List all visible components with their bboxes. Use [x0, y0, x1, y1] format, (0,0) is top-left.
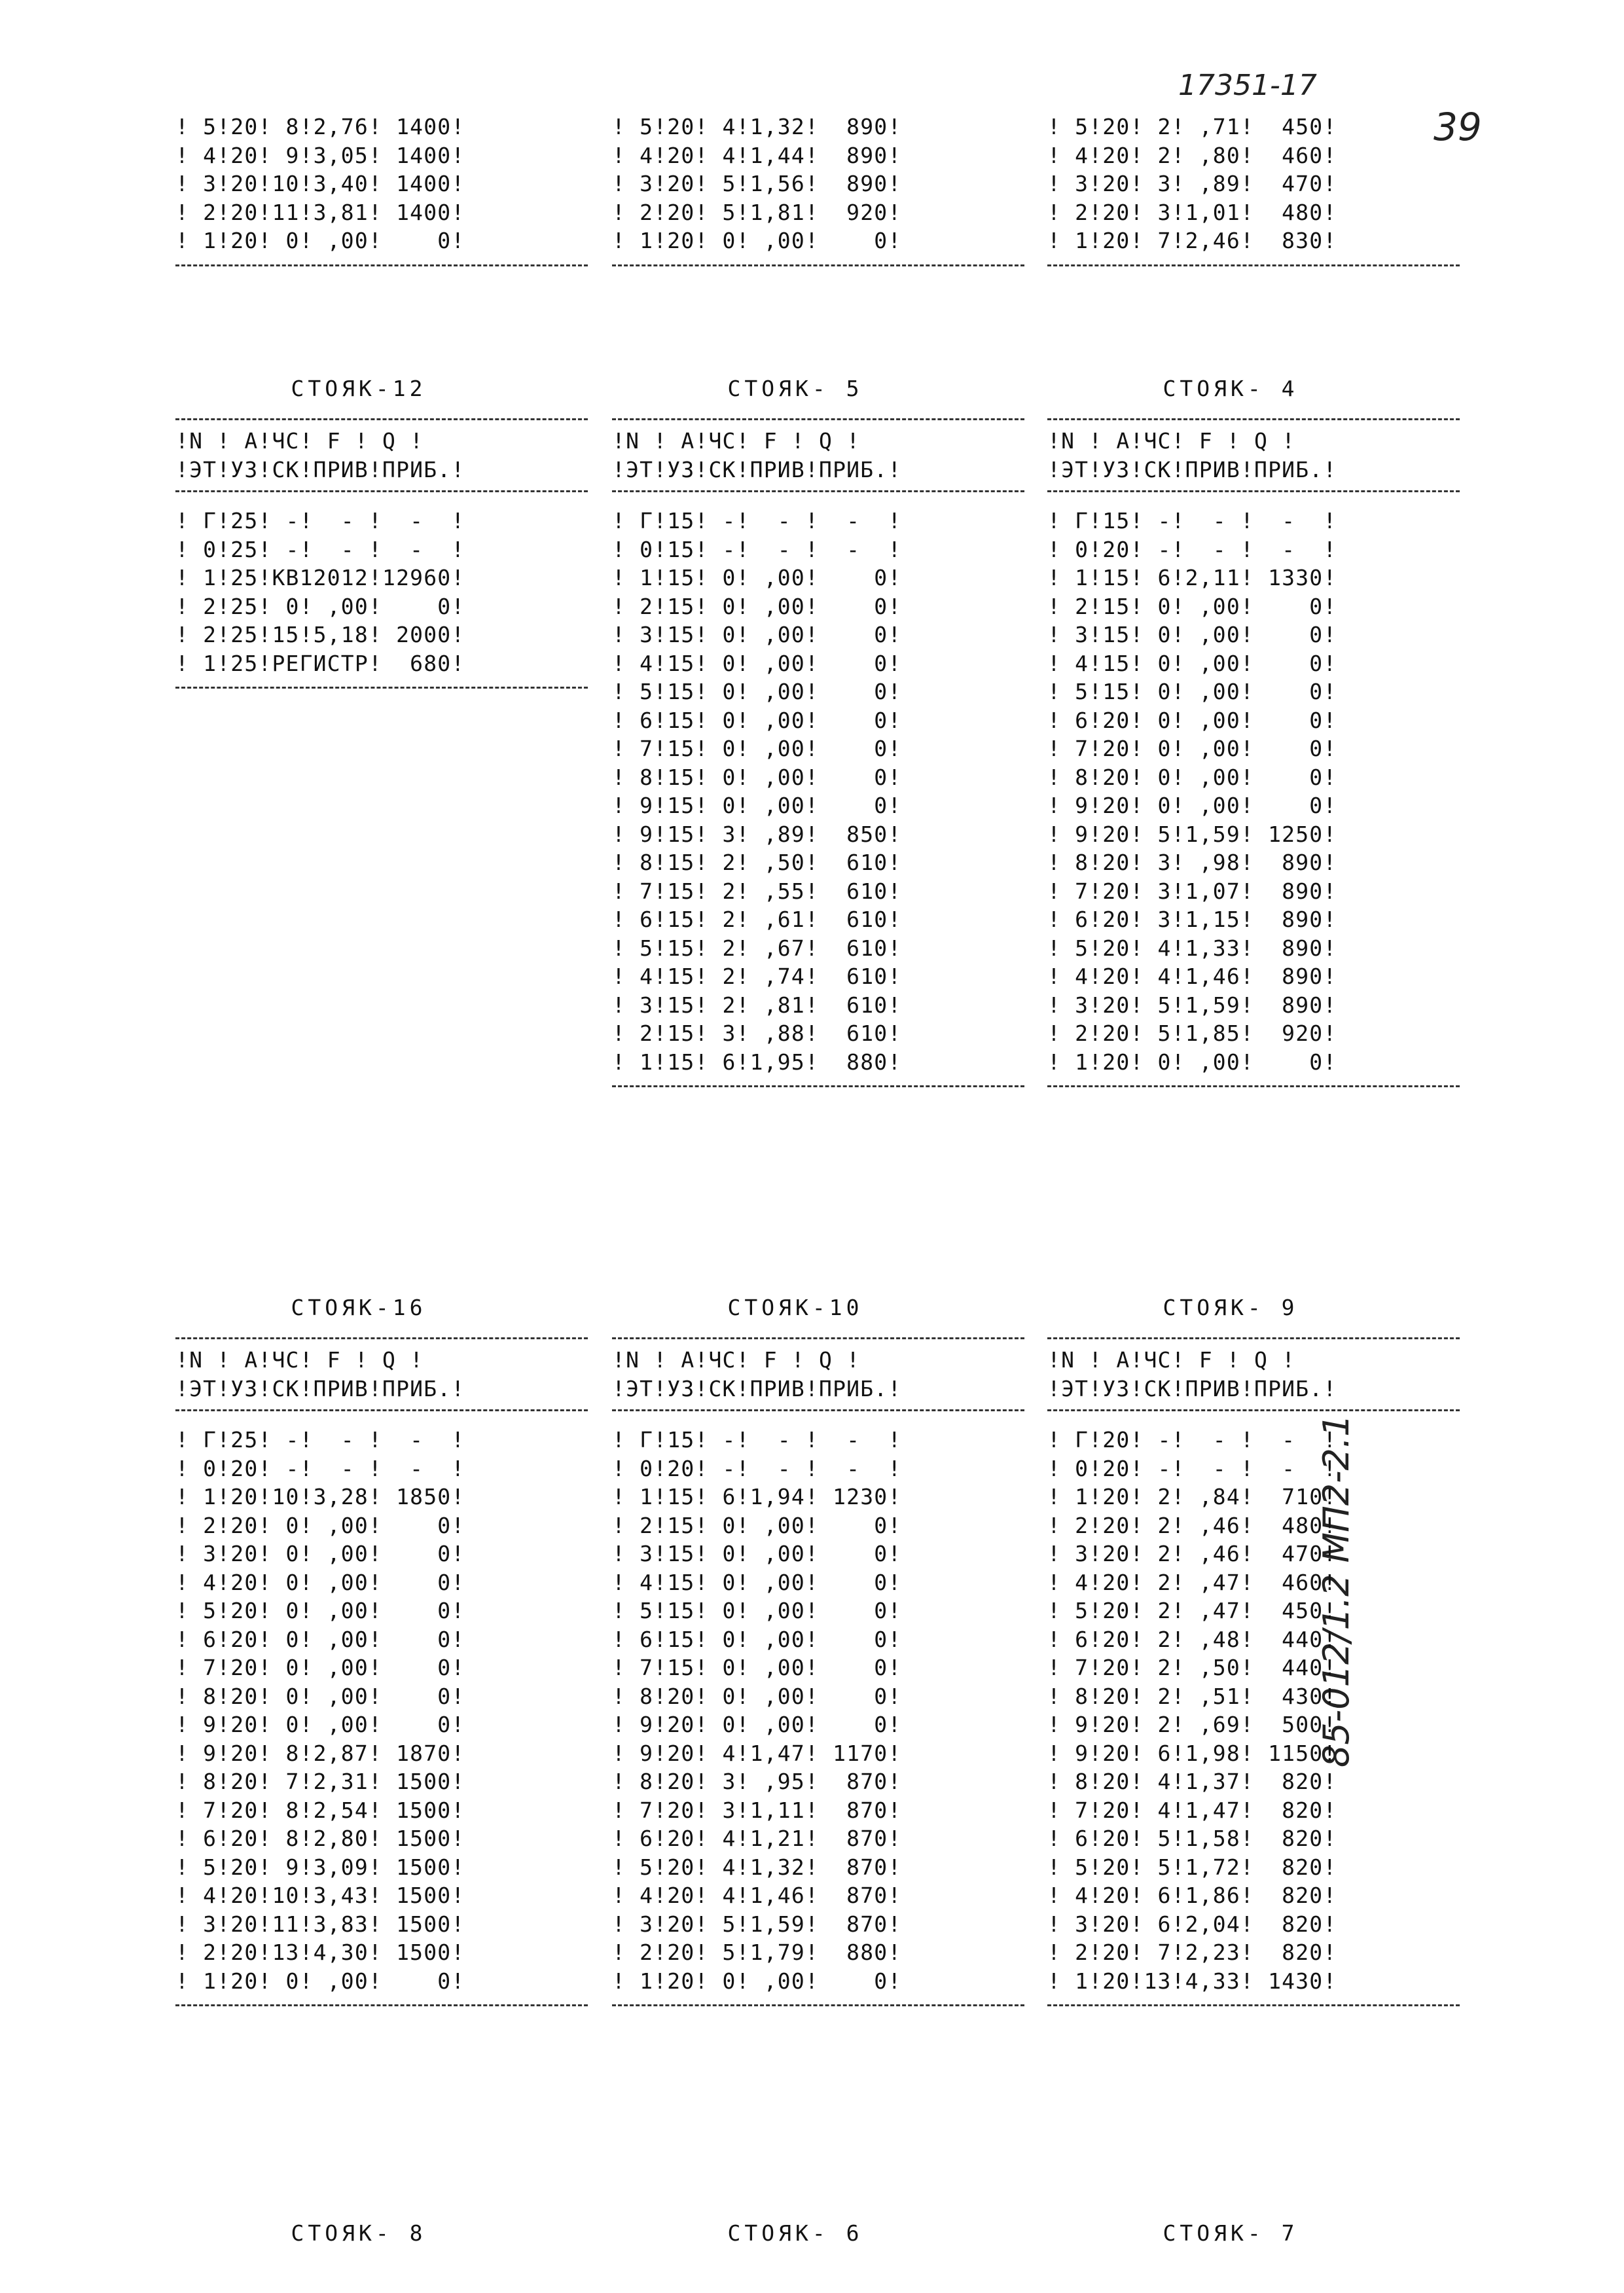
header-row: !N ! А!ЧС! F ! Q !	[1047, 428, 1296, 454]
table-row: ! 1!20! 0! ,00! 0!	[612, 1968, 902, 1994]
table-title: СТОЯК-16	[291, 1295, 427, 1320]
table-row: ! 4!20! 4!1,46! 870!	[612, 1883, 902, 1908]
table-row: ! 4!20! 2! ,80! 460!	[1047, 142, 1337, 168]
table-row: ! 5!20! 4!1,32! 870!	[612, 1854, 902, 1880]
header-row: !N ! А!ЧС! F ! Q !	[175, 428, 424, 454]
table-row: ! 7!20! 2! ,50! 440!	[1047, 1655, 1337, 1680]
table-row: ! 9!20! 6!1,98! 1150!	[1047, 1740, 1337, 1766]
table-row: ! 9!20! 4!1,47! 1170!	[612, 1740, 902, 1766]
table-row: ! 3!20! 6!2,04! 820!	[1047, 1911, 1337, 1937]
table-row: ! 2!20! 5!1,79! 880!	[612, 1940, 902, 1965]
table-row: ! 2!20! 2! ,46! 480!	[1047, 1512, 1337, 1538]
table-row: ! 2!20!11!3,81! 1400!	[175, 199, 465, 225]
table-row: ! 4!20! 0! ,00! 0!	[175, 1569, 465, 1595]
header-row: !N ! А!ЧС! F ! Q !	[1047, 1347, 1296, 1373]
table-row: ! 5!15! 0! ,00! 0!	[612, 679, 902, 704]
table-divider	[1047, 1085, 1460, 1087]
table-row: ! 9!20! 0! ,00! 0!	[175, 1712, 465, 1737]
table-row: ! 1!15! 6!2,11! 1330!	[1047, 565, 1337, 590]
table-row: ! 5!20! 2! ,71! 450!	[1047, 114, 1337, 139]
table-block	[175, 376, 594, 689]
table-row: ! 0!20! -! - ! - !	[1047, 1455, 1337, 1481]
table-row: ! 5!20! 9!3,09! 1500!	[175, 1854, 465, 1880]
table-row: ! 2!20!13!4,30! 1500!	[175, 1940, 465, 1965]
table-row: ! 2!20! 7!2,23! 820!	[1047, 1940, 1337, 1965]
table-block	[612, 1295, 1031, 2006]
table-row: ! 8!20! 4!1,37! 820!	[1047, 1769, 1337, 1794]
table-row: ! 4!15! 0! ,00! 0!	[612, 1569, 902, 1595]
table-row: ! 6!20! 8!2,80! 1500!	[175, 1826, 465, 1851]
table-row: ! 3!15! 0! ,00! 0!	[1047, 622, 1337, 647]
table-row: ! 3!20! 3! ,89! 470!	[1047, 171, 1337, 196]
table-row: ! 8!20! 0! ,00! 0!	[175, 1683, 465, 1709]
table-divider	[612, 2004, 1024, 2006]
table-row: ! 9!15! 0! ,00! 0!	[612, 793, 902, 818]
table-title: СТОЯК- 9	[1163, 1295, 1299, 1320]
table-row: ! Г!15! -! - ! - !	[612, 508, 902, 533]
table-row: ! 3!20! 5!1,59! 870!	[612, 1911, 902, 1937]
table-divider	[1047, 264, 1460, 266]
table-row: ! 8!20! 7!2,31! 1500!	[175, 1769, 465, 1794]
table-divider	[175, 264, 588, 266]
table-divider	[175, 1337, 588, 1339]
table-row: ! Г!15! -! - ! - !	[1047, 508, 1337, 533]
table-title: СТОЯК-10	[727, 1295, 863, 1320]
table-row: ! 3!20! 5!1,59! 890!	[1047, 992, 1337, 1018]
table-row: ! 3!15! 0! ,00! 0!	[612, 1541, 902, 1566]
handwritten-side-code: 85-012/1.2 МП2-2.1	[1316, 1414, 1357, 1767]
table-divider	[1047, 1337, 1460, 1339]
table-row: ! 9!20! 0! ,00! 0!	[612, 1712, 902, 1737]
header-row: !ЭТ!УЗ!СК!ПРИВ!ПРИБ.!	[1047, 1375, 1337, 1401]
table-row: ! 1!15! 6!1,94! 1230!	[612, 1484, 902, 1509]
table-row: ! 2!20! 3!1,01! 480!	[1047, 199, 1337, 225]
table-row: ! Г!15! -! - ! - !	[612, 1427, 902, 1453]
table-block	[175, 113, 594, 266]
table-row: ! 3!20!10!3,40! 1400!	[175, 171, 465, 196]
table-row: ! 6!20! 0! ,00! 0!	[1047, 707, 1337, 733]
table-row: ! 5!15! 2! ,67! 610!	[612, 935, 902, 961]
header-row: !N ! А!ЧС! F ! Q !	[612, 1347, 861, 1373]
table-row: ! 8!20! 2! ,51! 430!	[1047, 1683, 1337, 1709]
table-divider	[612, 1337, 1024, 1339]
footer-title: СТОЯК- 8	[291, 2220, 427, 2246]
table-row: ! 5!20! 0! ,00! 0!	[175, 1598, 465, 1623]
handwritten-top-number: 17351-17	[1178, 69, 1317, 102]
table-row: ! 0!20! -! - ! - !	[175, 1455, 465, 1481]
footer-title: СТОЯК- 7	[1163, 2220, 1299, 2246]
table-block	[1047, 376, 1466, 1087]
table-divider	[1047, 1409, 1460, 1411]
table-divider	[175, 418, 588, 420]
table-block	[1047, 1295, 1466, 2006]
table-row: ! 1!20! 0! ,00! 0!	[175, 228, 465, 253]
table-row: ! 9!20! 8!2,87! 1870!	[175, 1740, 465, 1766]
table-row: ! 2!25!15!5,18! 2000!	[175, 622, 465, 647]
table-row: ! 1!20! 2! ,84! 710!	[1047, 1484, 1337, 1509]
table-row: ! 1!20!13!4,33! 1430!	[1047, 1968, 1337, 1994]
table-row: ! 7!15! 0! ,00! 0!	[612, 736, 902, 761]
table-row: ! 8!15! 2! ,50! 610!	[612, 850, 902, 875]
table-divider	[612, 1409, 1024, 1411]
table-title: СТОЯК-12	[291, 376, 427, 401]
table-row: ! 5!15! 0! ,00! 0!	[1047, 679, 1337, 704]
table-divider	[175, 687, 588, 689]
table-row: ! 4!20! 4!1,46! 890!	[1047, 964, 1337, 989]
header-row: !ЭТ!УЗ!СК!ПРИВ!ПРИБ.!	[612, 1375, 902, 1401]
table-row: ! 2!25! 0! ,00! 0!	[175, 593, 465, 619]
table-row: ! 8!20! 0! ,00! 0!	[612, 1683, 902, 1709]
header-row: !N ! А!ЧС! F ! Q !	[612, 428, 861, 454]
table-row: ! 3!20! 0! ,00! 0!	[175, 1541, 465, 1566]
table-divider	[175, 490, 588, 492]
table-row: ! 5!20! 4!1,33! 890!	[1047, 935, 1337, 961]
handwritten-page-number: 39	[1434, 105, 1482, 149]
table-row: ! 4!20! 9!3,05! 1400!	[175, 142, 465, 168]
table-row: ! Г!20! -! - ! - !	[1047, 1427, 1337, 1453]
table-row: ! 4!15! 0! ,00! 0!	[1047, 650, 1337, 676]
table-row: ! 4!15! 0! ,00! 0!	[612, 650, 902, 676]
table-row: ! 9!20! 5!1,59! 1250!	[1047, 821, 1337, 847]
table-row: ! 9!20! 2! ,69! 500!	[1047, 1712, 1337, 1737]
table-divider	[612, 490, 1024, 492]
table-row: ! 2!15! 0! ,00! 0!	[612, 1512, 902, 1538]
table-row: ! 1!20! 7!2,46! 830!	[1047, 228, 1337, 253]
header-row: !ЭТ!УЗ!СК!ПРИВ!ПРИБ.!	[175, 1375, 465, 1401]
table-row: ! 5!20! 2! ,47! 450!	[1047, 1598, 1337, 1623]
table-row: ! 3!20! 5!1,56! 890!	[612, 171, 902, 196]
table-divider	[1047, 418, 1460, 420]
table-row: ! 4!20!10!3,43! 1500!	[175, 1883, 465, 1908]
table-divider	[175, 1409, 588, 1411]
table-row: ! 5!20! 4!1,32! 890!	[612, 114, 902, 139]
table-row: ! 6!20! 4!1,21! 870!	[612, 1826, 902, 1851]
table-row: ! 4!20! 6!1,86! 820!	[1047, 1883, 1337, 1908]
table-title: СТОЯК- 4	[1163, 376, 1299, 401]
table-row: ! 2!20! 5!1,85! 920!	[1047, 1020, 1337, 1046]
table-block	[1047, 113, 1466, 266]
table-row: ! 0!20! -! - ! - !	[612, 1455, 902, 1481]
table-row: ! 1!20! 0! ,00! 0!	[1047, 1049, 1337, 1075]
header-row: !ЭТ!УЗ!СК!ПРИВ!ПРИБ.!	[612, 456, 902, 482]
table-block	[612, 113, 1031, 266]
footer-title: СТОЯК- 6	[727, 2220, 863, 2246]
table-row: ! 7!20! 0! ,00! 0!	[1047, 736, 1337, 761]
table-row: ! 7!15! 0! ,00! 0!	[612, 1655, 902, 1680]
table-row: ! 3!15! 2! ,81! 610!	[612, 992, 902, 1018]
header-row: !N ! А!ЧС! F ! Q !	[175, 1347, 424, 1373]
table-row: ! 2!15! 3! ,88! 610!	[612, 1020, 902, 1046]
table-row: ! 1!20! 0! ,00! 0!	[175, 1968, 465, 1994]
table-row: ! 3!20! 2! ,46! 470!	[1047, 1541, 1337, 1566]
table-row: ! 8!20! 3! ,95! 870!	[612, 1769, 902, 1794]
table-row: ! 6!20! 2! ,48! 440!	[1047, 1626, 1337, 1652]
table-row: ! 2!20! 5!1,81! 920!	[612, 199, 902, 225]
table-row: ! 0!20! -! - ! - !	[1047, 536, 1337, 562]
table-row: ! 6!20! 3!1,15! 890!	[1047, 907, 1337, 932]
table-row: ! 5!15! 0! ,00! 0!	[612, 1598, 902, 1623]
table-divider	[1047, 2004, 1460, 2006]
table-row: ! 0!15! -! - ! - !	[612, 536, 902, 562]
table-row: ! 3!20!11!3,83! 1500!	[175, 1911, 465, 1937]
table-title: СТОЯК- 5	[727, 376, 863, 401]
table-row: ! 1!15! 0! ,00! 0!	[612, 565, 902, 590]
table-block	[175, 1295, 594, 2006]
header-row: !ЭТ!УЗ!СК!ПРИВ!ПРИБ.!	[175, 456, 465, 482]
table-row: ! 6!20! 0! ,00! 0!	[175, 1626, 465, 1652]
table-row: ! 1!25!КВ12012!12960!	[175, 565, 465, 590]
table-row: ! 2!20! 0! ,00! 0!	[175, 1512, 465, 1538]
table-row: ! Г!25! -! - ! - !	[175, 1427, 465, 1453]
table-divider	[612, 418, 1024, 420]
table-divider	[612, 264, 1024, 266]
table-divider	[175, 2004, 588, 2006]
table-row: ! 6!15! 0! ,00! 0!	[612, 707, 902, 733]
table-row: ! 4!20! 2! ,47! 460!	[1047, 1569, 1337, 1595]
header-row: !ЭТ!УЗ!СК!ПРИВ!ПРИБ.!	[1047, 456, 1337, 482]
table-row: ! 9!15! 3! ,89! 850!	[612, 821, 902, 847]
table-row: ! 7!20! 3!1,07! 890!	[1047, 878, 1337, 904]
table-row: ! 8!20! 0! ,00! 0!	[1047, 764, 1337, 790]
table-row: ! Г!25! -! - ! - !	[175, 508, 465, 533]
table-row: ! 2!15! 0! ,00! 0!	[612, 593, 902, 619]
table-row: ! 2!15! 0! ,00! 0!	[1047, 593, 1337, 619]
table-row: ! 4!15! 2! ,74! 610!	[612, 964, 902, 989]
table-row: ! 6!20! 5!1,58! 820!	[1047, 1826, 1337, 1851]
table-row: ! 5!20! 8!2,76! 1400!	[175, 114, 465, 139]
table-row: ! 0!25! -! - ! - !	[175, 536, 465, 562]
table-block	[612, 376, 1031, 1087]
table-row: ! 6!15! 2! ,61! 610!	[612, 907, 902, 932]
table-row: ! 7!20! 8!2,54! 1500!	[175, 1797, 465, 1823]
table-row: ! 7!15! 2! ,55! 610!	[612, 878, 902, 904]
table-row: ! 8!15! 0! ,00! 0!	[612, 764, 902, 790]
table-row: ! 7!20! 3!1,11! 870!	[612, 1797, 902, 1823]
table-row: ! 5!20! 5!1,72! 820!	[1047, 1854, 1337, 1880]
table-row: ! 1!15! 6!1,95! 880!	[612, 1049, 902, 1075]
table-row: ! 3!15! 0! ,00! 0!	[612, 622, 902, 647]
table-divider	[1047, 490, 1460, 492]
table-row: ! 7!20! 0! ,00! 0!	[175, 1655, 465, 1680]
table-row: ! 4!20! 4!1,44! 890!	[612, 142, 902, 168]
table-row: ! 9!20! 0! ,00! 0!	[1047, 793, 1337, 818]
table-row: ! 6!15! 0! ,00! 0!	[612, 1626, 902, 1652]
table-divider	[612, 1085, 1024, 1087]
table-row: ! 1!20! 0! ,00! 0!	[612, 228, 902, 253]
table-row: ! 1!25!РЕГИСТР! 680!	[175, 650, 465, 676]
table-row: ! 8!20! 3! ,98! 890!	[1047, 850, 1337, 875]
table-row: ! 7!20! 4!1,47! 820!	[1047, 1797, 1337, 1823]
table-row: ! 1!20!10!3,28! 1850!	[175, 1484, 465, 1509]
